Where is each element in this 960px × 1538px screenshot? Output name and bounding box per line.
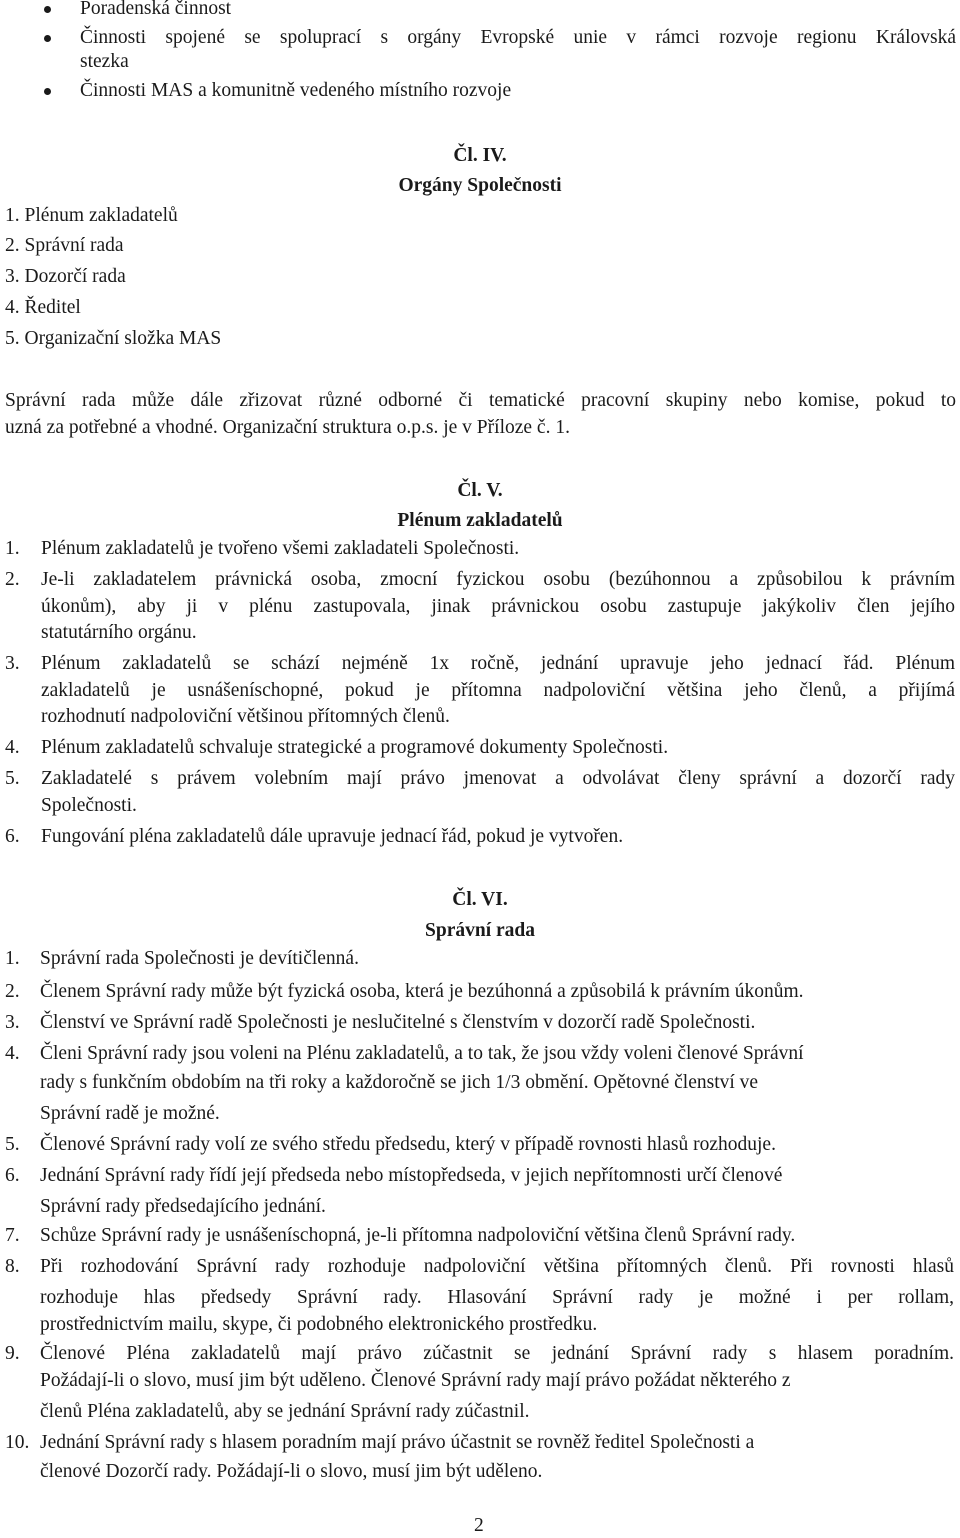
paragraph-line: uzná za potřebné a vhodné. Organizační struktura o.p.s. je v Příloze č. 1.: [5, 417, 570, 438]
list-item-line: členů Pléna zakladatelů, aby se jednání Správní rady zúčastnil.: [40, 1401, 530, 1422]
list-item-line: Schůze Správní rady je usnášeníschopná, je-li přítomna nadpoloviční většina členů Správní rady.: [40, 1225, 796, 1246]
list-number: 3.: [5, 1012, 20, 1033]
organ-item: 2. Správní rada: [5, 235, 124, 256]
list-number: 8.: [5, 1256, 20, 1277]
paragraph-line: Správní rada může dále zřizovat různé odborné či tematické pracovní skupiny nebo komise, pokud to: [5, 390, 956, 411]
organ-item: 3. Dozorčí rada: [5, 266, 126, 287]
list-item-line: Fungování pléna zakladatelů dále upravuje jednací řád, pokud je vytvořen.: [41, 826, 624, 847]
list-item-line: Správní radě je možné.: [40, 1103, 220, 1124]
organ-item: 4. Ředitel: [5, 297, 81, 318]
chapter-title: Plénum zakladatelů: [397, 510, 563, 531]
list-item-line: Členem Správní rady může být fyzická osoba, která je bezúhonná a způsobilá k právním úkonům.: [40, 981, 804, 1002]
list-number: 5.: [5, 1134, 20, 1155]
chapter-number: Čl. IV.: [453, 145, 507, 166]
organ-item: 1. Plénum zakladatelů: [5, 205, 178, 226]
chapter-number: Čl. VI.: [452, 889, 508, 910]
list-item-line: zakladatelů je usnášeníschopné, pokud je přítomna nadpoloviční většina jeho členů, a přijímá: [41, 680, 955, 701]
list-number: 6.: [5, 826, 20, 847]
bullet-item: Činnosti spojené se spoluprací s orgány Evropské unie v rámci rozvoje regionu Královská: [80, 27, 956, 48]
list-number: 4.: [5, 1043, 20, 1064]
list-number: 1.: [5, 538, 20, 559]
list-number: 3.: [5, 653, 20, 674]
list-item-line: Společnosti.: [41, 795, 137, 816]
list-item-line: Členi Správní rady jsou voleni na Plénu zakladatelů, a to tak, že jsou vždy voleni členové Správní: [40, 1043, 804, 1064]
list-item-line: Členství ve Správní radě Společnosti je neslučitelné s členstvím v dozorčí radě Společnosti.: [40, 1012, 756, 1033]
list-number: 9.: [5, 1343, 20, 1364]
list-item-line: prostřednictvím mailu, skype, či podobného elektronického prostředku.: [40, 1314, 598, 1335]
list-item-line: Jednání Správní rady řídí její předseda nebo místopředseda, v jejich nepřítomnosti určí členové: [40, 1165, 783, 1186]
list-item-line: Jednání Správní rady s hlasem poradním mají právo účastnit se rovněž ředitel Společnosti a: [40, 1432, 755, 1453]
bullet-dot: [44, 6, 51, 13]
list-item-line: úkonům), aby ji v plénu zastupovala, jinak právnickou osobu zastupuje jakýkoliv člen jejího: [41, 596, 955, 617]
bullet-item: Činnosti MAS a komunitně vedeného místního rozvoje: [80, 80, 512, 101]
list-number: 1.: [5, 948, 20, 969]
list-number: 10.: [5, 1432, 30, 1453]
list-item-line: Požádají-li o slovo, musí jim být uděleno. Členové Správní rady mají právo požádat některého z: [40, 1370, 791, 1391]
chapter-title: Orgány Společnosti: [398, 175, 562, 196]
list-item-line: Zakladatelé s právem volebním mají právo jmenovat a odvolávat členy správní a dozorčí rady: [41, 768, 955, 789]
list-item-line: Plénum zakladatelů je tvořeno všemi zakladateli Společnosti.: [41, 538, 520, 559]
list-item-line: Při rozhodování Správní rady rozhoduje nadpoloviční většina přítomných členů. Při rovnosti hlasů: [40, 1256, 954, 1277]
list-item-line: Členové Správní rady volí ze svého středu předsedu, který v případě rovnosti hlasů rozhoduje.: [40, 1134, 776, 1155]
list-item-line: rozhoduje hlas předsedy Správní rady. Hlasování Správní rady je možné i per rollam,: [40, 1287, 954, 1308]
organ-item: 5. Organizační složka MAS: [5, 328, 222, 349]
list-item-line: rozhodnutí nadpoloviční většinou přítomných členů.: [41, 706, 450, 727]
list-item-line: statutárního orgánu.: [41, 622, 197, 643]
list-number: 7.: [5, 1225, 20, 1246]
list-number: 6.: [5, 1165, 20, 1186]
bullet-item: Poradenská činnost: [80, 0, 232, 19]
list-item-line: Členové Pléna zakladatelů mají právo zúčastnit se jednání Správní rady s hlasem poradním.: [40, 1343, 954, 1364]
bullet-dot: [44, 88, 51, 95]
list-item-line: Je-li zakladatelem právnická osoba, zmocní fyzickou osobu (bezúhonnou a způsobilou k právním: [41, 569, 955, 590]
chapter-title: Správní rada: [425, 920, 535, 941]
list-number: 5.: [5, 768, 20, 789]
list-item-line: rady s funkčním obdobím na tři roky a každoročně se jich 1/3 obmění. Opětovné členství ve: [40, 1072, 759, 1093]
bullet-dot: [44, 35, 51, 42]
list-number: 2.: [5, 569, 20, 590]
list-item-line: Správní rady předsedajícího jednání.: [40, 1196, 326, 1217]
list-item-line: Plénum zakladatelů se schází nejméně 1x ročně, jednání upravuje jeho jednací řád. Plénum: [41, 653, 955, 674]
list-item-line: Plénum zakladatelů schvaluje strategické a programové dokumenty Společnosti.: [41, 737, 669, 758]
page-number: 2: [474, 1515, 484, 1536]
chapter-number: Čl. V.: [457, 480, 503, 501]
list-item-line: členové Dozorčí rady. Požádají-li o slovo, musí jim být uděleno.: [40, 1461, 543, 1482]
bullet-item-continuation: stezka: [80, 51, 129, 72]
list-number: 4.: [5, 737, 20, 758]
list-number: 2.: [5, 981, 20, 1002]
list-item-line: Správní rada Společnosti je devítičlenná.: [40, 948, 359, 969]
